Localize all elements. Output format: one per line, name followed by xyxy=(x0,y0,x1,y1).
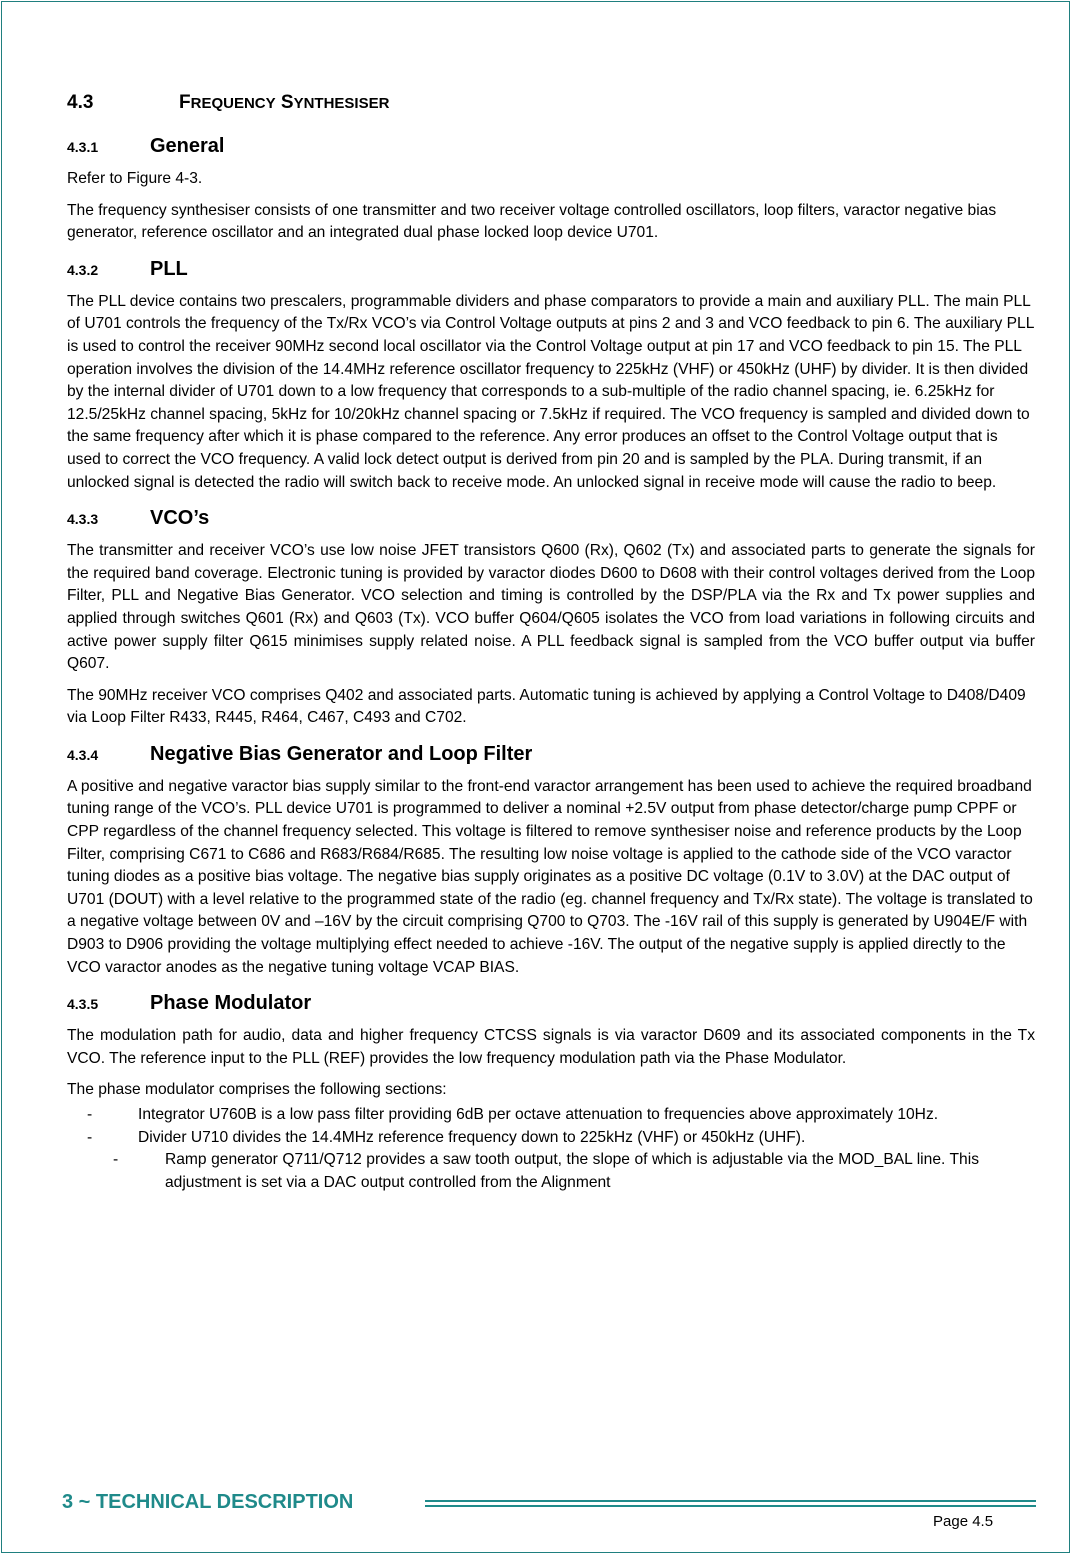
paragraph: Refer to Figure 4-3. xyxy=(67,170,203,187)
section-heading: 4.3 FREQUENCY SYNTHESISER xyxy=(67,92,390,113)
subsection-heading-vcos: 4.3.3 VCO’s xyxy=(67,507,210,530)
paragraph: A positive and negative varactor bias supply similar to the front-end varactor arrangement has been used to achieve the required broadband tuning range of the VCO’s. PLL device U701 is programmed to deliver a nominal +2.5V output from phase detector/charge pump CPPF or CPP regardless of the channel frequency selected. This voltage is filtered to remove synthesiser noise and reference products by the Loop Filter, comprising C671 to C686 and R683/R684/R685. The resulting low noise voltage is applied to the cathode side of the VCO varactor tuning diodes as a positive bias voltage. The negative bias supply originates as a positive DC voltage (0.1V to 3.0V) at the DAC output of U701 (DOUT) with a level relative to the programmed state of the radio (eg. channel frequency and Tx/Rx state). The voltage is translated to a negative voltage between 0V and –16V by the circuit comprising Q700 to Q703. The -16V rail of this supply is generated by U904E/F with D903 to D906 providing the voltage multiplying effect needed to achieve -16V. The output of the negative supply is applied directly to the VCO varactor anodes as the negative tuning voltage VCAP BIAS. xyxy=(67,777,1033,976)
list-item: - Divider U710 divides the 14.4MHz reference frequency down to 225kHz (VHF) or 450kHz (UHF). xyxy=(87,1128,806,1146)
paragraph: The phase modulator comprises the following sections: xyxy=(67,1081,447,1099)
paragraph: The frequency synthesiser consists of one transmitter and two receiver voltage controlled oscillators, loop filters, varactor negative bias generator, reference oscillator and an integrated dual phase locked loop device U701. xyxy=(67,201,997,242)
document-body xyxy=(67,92,1035,1194)
page-number: Page 4.5 xyxy=(933,1513,994,1530)
paragraph: The modulation path for audio, data and higher frequency CTCSS signals is via varactor D609 and its associated components in the Tx VCO. The reference input to the PLL (REF) provides the low frequency modulation path via the Phase Modulator. xyxy=(67,1027,1035,1067)
paragraph: The PLL device contains two prescalers, programmable dividers and phase comparators to provide a main and auxiliary PLL. The main PLL of U701 controls the frequency of the Tx/Rx VCO’s via Control Voltage outputs at pins 2 and 3 and VCO feedback to pin 6. The auxiliary PLL is used to control the receiver 90MHz second local oscillator via the Control Voltage output at pin 17 and VCO feedback to pin 15. The PLL operation involves the division of the 14.4MHz reference oscillator frequency to 225kHz (VHF) or 450kHz (UHF) by divider. It is then divided by the internal divider of U701 down to a low frequency that corresponds to a sub-multiple of the radio channel spacing, ie. 6.25kHz for 12.5/25kHz channel spacing, 5kHz for 10/20kHz channel spacing or 7.5kHz if required. The VCO frequency is sampled and divided down to the same frequency after which it is phase compared to the reference. Any error produces an offset to the Control Voltage output that is used to correct the VCO frequency. A valid lock detect output is derived from pin 20 and is sampled by the PLA. During transmit, if an unlocked signal is detected the radio will switch back to receive mode. An unlocked signal in receive mode will cause the radio to beep. xyxy=(67,292,1034,491)
subsection-heading-general: 4.3.1 General xyxy=(67,135,225,157)
footer-rule xyxy=(425,1500,1036,1502)
subsection-heading-pll: 4.3.2 PLL xyxy=(67,257,188,280)
paragraph: The 90MHz receiver VCO comprises Q402 and associated parts. Automatic tuning is achieved by applying a Control Voltage to D408/D409 via Loop Filter R433, R445, R464, C467, C493 and C702. xyxy=(67,686,1026,727)
footer-chapter-title: 3 ~ TECHNICAL DESCRIPTION xyxy=(62,1491,354,1513)
footer-rule xyxy=(425,1505,1036,1507)
section-number: 4.3 xyxy=(67,92,94,113)
subsection-heading-phase-modulator: 4.3.5 Phase Modulator xyxy=(67,992,312,1015)
list-item: - Ramp generator Q711/Q712 provides a saw tooth output, the slope of which is adjustable via the MOD_BAL line. This adjustment is set via a DAC output controlled from the Alignment xyxy=(113,1151,979,1191)
paragraph: The transmitter and receiver VCO’s use low noise JFET transistors Q600 (Rx), Q602 (Tx) and associated parts to generate the signals for the required band coverage. Electronic tuning is provided by varactor diodes D600 to D608 with their control voltages derived from the Loop Filter, PLL and Negative Bias Generator. VCO selection and timing is controlled by the DSP/PLA via the Rx and Tx power supplies and applied through switches Q601 (Rx) and Q603 (Tx). VCO buffer Q604/Q605 isolates the VCO from load variations in following circuits and active power supply filter Q615 minimises supply related noise. A PLL feedback signal is sampled from the VCO buffer output via buffer Q607. xyxy=(67,542,1035,673)
subsection-heading-negative-bias: 4.3.4 Negative Bias Generator and Loop Filter xyxy=(67,742,533,765)
list-item: - Integrator U760B is a low pass filter providing 6dB per octave attenuation to frequencies above approximately 10Hz. xyxy=(87,1106,939,1123)
